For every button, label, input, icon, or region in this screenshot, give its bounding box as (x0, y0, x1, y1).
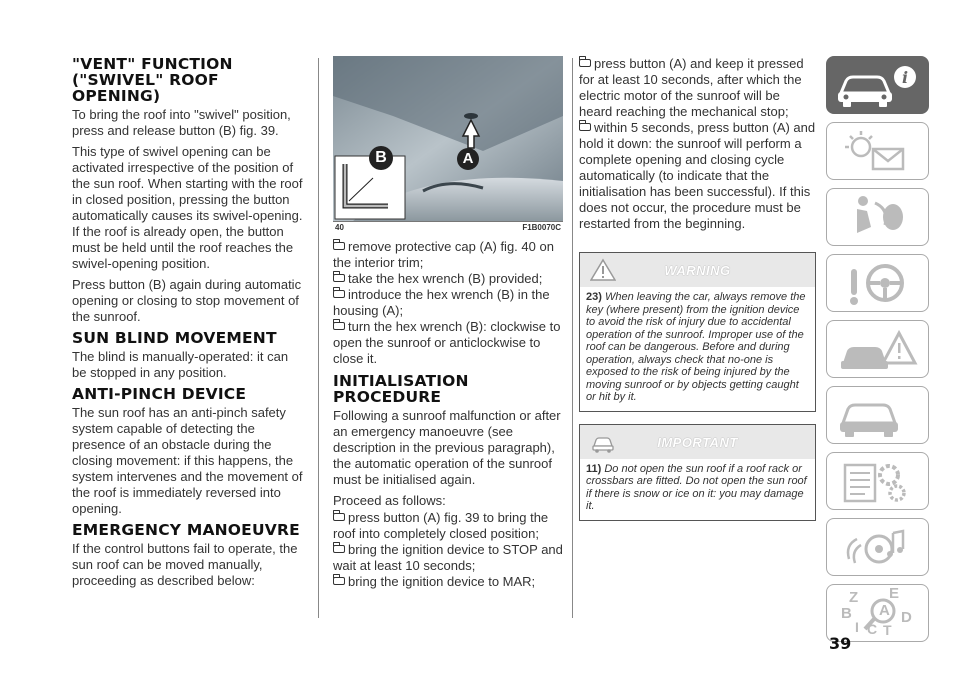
section-tabs (826, 56, 929, 650)
multimedia-icon (827, 519, 928, 575)
tab-car-info[interactable] (826, 56, 929, 114)
label-b: B (369, 146, 393, 170)
tab-maintenance[interactable] (826, 386, 929, 444)
warning-text: When leaving the car, always remove the key (where present) from the ignition device to avoid the risk of injury due to accidental operation of the sunroof. Improper use of the roof can be dangerous. Before and during operation, always check that no-one is exposed to the risk of being injured by the moving sunroof or by objects getting caught or hit by it. (586, 291, 806, 403)
bullet-icon (333, 577, 345, 585)
tab-starting-driving[interactable] (826, 254, 929, 312)
important-number: 11) (586, 462, 602, 475)
svg-text:i: i (901, 68, 909, 87)
paragraph: To bring the roof into "swivel" position, press and release button (B) fig. 39. (72, 107, 291, 138)
step-item: remove protective cap (A) fig. 40 on the interior trim; (333, 239, 554, 270)
figure-caption (333, 221, 563, 234)
bullet-icon (333, 513, 345, 521)
important-header (580, 425, 815, 459)
index-letter: D (901, 609, 912, 626)
heading-emergency: EMERGENCY MANOEUVRE (72, 521, 300, 539)
warning-title: WARNING (664, 263, 731, 278)
index-letter: T (883, 622, 892, 638)
bullet-icon (333, 274, 345, 282)
figure-number: 40 (335, 223, 344, 232)
maintenance-icon (827, 387, 928, 443)
emergency-icon (827, 321, 928, 377)
important-body (580, 459, 815, 520)
important-box (579, 424, 816, 521)
step-item: press button (A) fig. 39 to bring the roof into completely closed position; (333, 510, 549, 541)
heading-sun-blind: SUN BLIND MOVEMENT (72, 329, 277, 347)
column-divider (572, 58, 573, 618)
paragraph: If the control buttons fail to operate, the sun roof can be moved manually, proceeding as described below: (72, 541, 298, 588)
step-item: press button (A) and keep it pressed for at least 10 seconds, after which the electric motor of the sunroof will be heard reaching the mechanical stop; (579, 56, 804, 119)
column-right (579, 56, 816, 521)
figure-sunroof-wrench (333, 56, 563, 221)
heading-anti-pinch: ANTI-PINCH DEVICE (72, 385, 247, 403)
step-item: take the hex wrench (B) provided; (333, 271, 563, 287)
step-item: turn the hex wrench (B): clockwise to open the sunroof or anticlockwise to close it. (333, 319, 561, 366)
important-text: Do not open the sun roof if a roof rack or crossbars are fitted. Do not open the sun roof if there is snow or ice on it: you may damage it. (586, 462, 807, 512)
sunroof-illustration (333, 56, 563, 221)
column-divider (318, 58, 319, 618)
tab-multimedia[interactable] (826, 518, 929, 576)
paragraph: Proceed as follows: (333, 493, 446, 508)
heading-initialisation: INITIALISATION PROCEDURE (333, 372, 469, 406)
paragraph: The blind is manually-operated: it can be stopped in any position. (72, 349, 289, 380)
step-item: introduce the hex wrench (B) in the housing (A); (333, 287, 550, 318)
technical-data-icon (827, 453, 928, 509)
tab-warning-lights[interactable] (826, 122, 929, 180)
paragraph: Following a sunroof malfunction or after an emergency manoeuvre (see description in the previous paragraph), the automatic operation of the sunroof must be initialised again. (333, 408, 561, 487)
column-left (72, 56, 304, 594)
bullet-icon (333, 545, 345, 553)
airbag-icon (827, 189, 928, 245)
heading-vent-function: "VENT" FUNCTION ("SWIVEL" ROOF OPENING) (72, 55, 233, 105)
paragraph: The sun roof has an anti-pinch safety system capable of detecting the presence of an obstacle during the closing movement: if this happens, the system intervenes and the movement of the roof is immediately reversed into opening. (72, 405, 303, 516)
warning-number: 23) (586, 291, 602, 303)
index-letter: A (879, 602, 890, 619)
index-letter: E (889, 585, 900, 602)
index-letter: B (841, 605, 852, 622)
index-letter: Z (849, 589, 859, 606)
car-info-icon (827, 57, 928, 113)
important-title: IMPORTANT (657, 434, 738, 450)
page-number: 39 (829, 634, 852, 653)
warning-box (579, 252, 816, 412)
column-middle (333, 56, 563, 590)
step-item: bring the ignition device to MAR; (333, 574, 563, 590)
bullet-icon (579, 123, 591, 131)
bullet-icon (333, 290, 345, 298)
warning-lights-icon (827, 123, 928, 179)
tab-emergency[interactable] (826, 320, 929, 378)
index-letter: I (855, 619, 859, 635)
index-letter: C (867, 621, 878, 637)
step-item: within 5 seconds, press button (A) and hold it down: the sunroof will perform a complete opening and closing cycle automatically (to indicate that the initialisation has been successful). If this does not occur, the procedure must be restarted from the beginning. (579, 120, 816, 231)
steering-wheel-icon (827, 255, 928, 311)
warning-body (580, 287, 815, 411)
label-a: A (457, 148, 479, 170)
bullet-icon (333, 242, 345, 250)
warning-header (580, 253, 815, 287)
bullet-icon (333, 322, 345, 330)
paragraph: This type of swivel opening can be activated irrespective of the position of the sun roof. When starting with the roof in closed position, pressing the button automatically causes its swivel-opening. If the roof is already open, the button must be held until the roof reaches the swivel-opening position. (72, 144, 303, 271)
tab-technical-data[interactable] (826, 452, 929, 510)
bullet-icon (579, 59, 591, 67)
figure-code: F1B0070C (522, 223, 561, 232)
paragraph: Press button (B) again during automatic opening or closing to stop movement of the sunroof. (72, 277, 302, 324)
step-item: bring the ignition device to STOP and wait at least 10 seconds; (333, 542, 563, 573)
tab-safety[interactable] (826, 188, 929, 246)
